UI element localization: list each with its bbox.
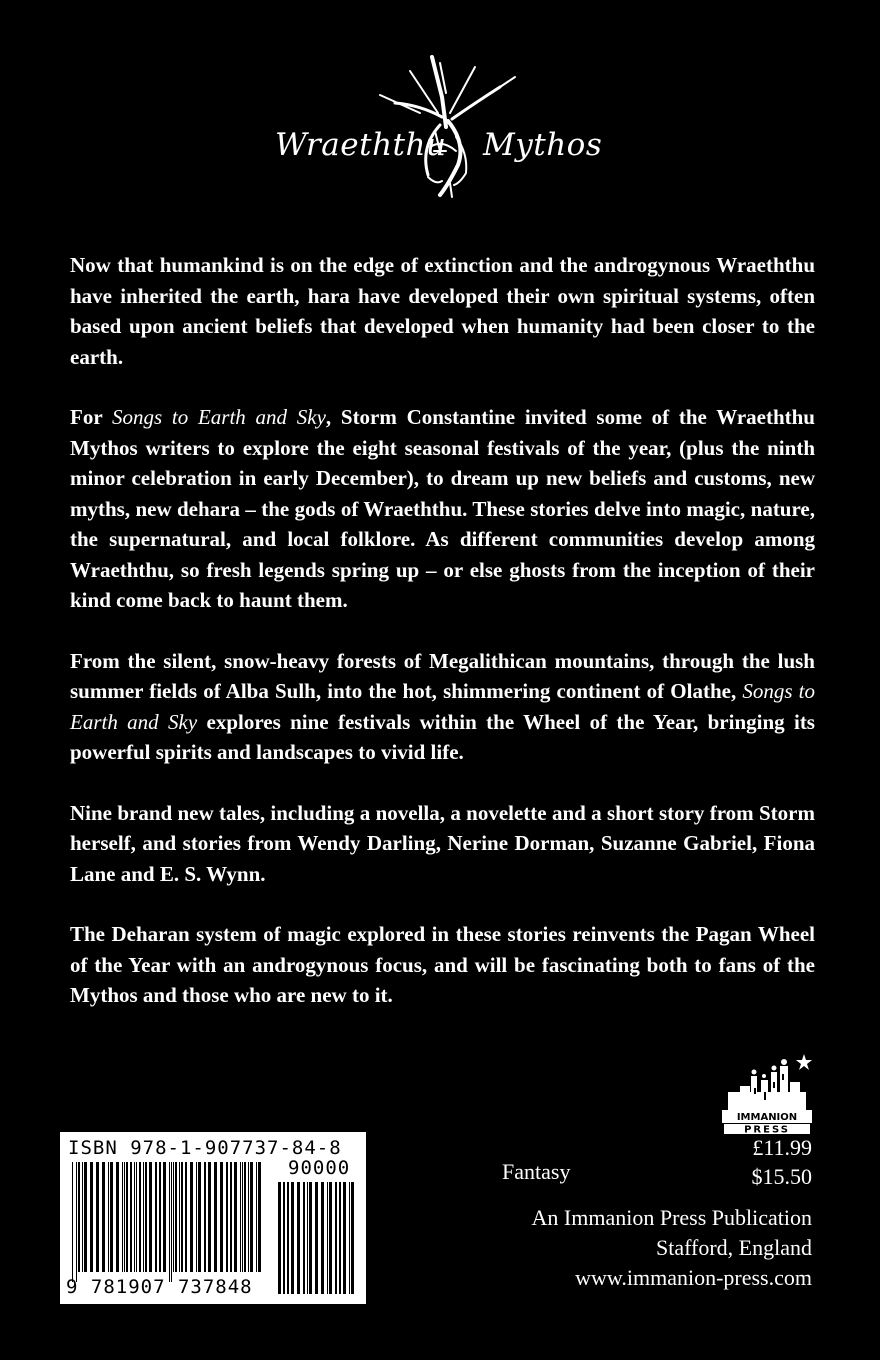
barcode-bar: [220, 1162, 223, 1272]
barcode-bar: [244, 1162, 246, 1272]
immanion-press-logo: [718, 1052, 816, 1136]
blurb-p3-rest: explores nine festivals within the Wheel of the Year, bringing its powerful spirits and landscapes to vivid life.: [70, 709, 815, 764]
publisher-website: www.immanion-press.com: [575, 1265, 812, 1290]
barcode-bar: [102, 1162, 105, 1272]
barcode-bar: [181, 1162, 183, 1272]
barcode-bar: [329, 1182, 332, 1294]
publisher-location: Stafford, England: [655, 1235, 812, 1260]
barcode-bar: [339, 1182, 341, 1294]
barcode-bar: [149, 1162, 152, 1272]
series-logo: [270, 55, 603, 205]
blurb-paragraph-2: [70, 402, 815, 616]
barcode-bar: [173, 1162, 174, 1272]
barcode-bar: [190, 1162, 193, 1272]
barcode-bar: [179, 1162, 180, 1272]
barcode-bar: [76, 1162, 77, 1282]
barcode-bar: [214, 1162, 217, 1272]
barcode-bar: [208, 1162, 211, 1272]
barcode-bar: [163, 1162, 166, 1272]
barcode-bar: [291, 1182, 294, 1294]
barcode-bar: [116, 1162, 119, 1272]
barcode-bar: [287, 1182, 289, 1294]
blurb-p3-lead: From the silent, snow-heavy forests of Megalithican mountains, through the lush summer fields of Alba Sulh, into the hot, shimmering continent of Olathe,: [70, 648, 815, 703]
barcode-bar: [351, 1182, 354, 1294]
price-addon-code: 90000: [288, 1157, 351, 1179]
barcode-bar: [258, 1162, 261, 1272]
barcode-bar: [155, 1162, 157, 1272]
barcode-bar: [307, 1182, 308, 1294]
blurb-p2-lead: For: [70, 405, 112, 429]
barcode-bar: [139, 1162, 141, 1272]
barcode-bar: [110, 1162, 113, 1272]
price-gbp: £11.99: [752, 1135, 812, 1160]
publication-line: An Immanion Press Publication: [531, 1205, 812, 1230]
barcode-bar: [169, 1162, 170, 1282]
blurb-paragraph-5: The Deharan system of magic explored in these stories reinvents the Pagan Wheel of the Year with an androgynous focus, and will be fascinating both to fans of the Mythos and those who are new to it.: [70, 922, 815, 1007]
barcode-bar: [175, 1162, 177, 1272]
book-title-italic: Songs to Earth and Sky: [70, 679, 815, 734]
barcode-bar: [309, 1182, 312, 1294]
barcode-bar: [78, 1162, 80, 1272]
ean-number: 9 781907 737848: [66, 1276, 253, 1298]
barcode-bar: [349, 1182, 350, 1294]
isbn-barcode: [60, 1132, 366, 1304]
barcode-bar: [315, 1182, 318, 1294]
barcode-bar: [130, 1162, 132, 1272]
logo-word-left: Wraeththu: [275, 127, 447, 163]
barcode-bar: [124, 1162, 125, 1272]
barcode-bar: [196, 1162, 197, 1272]
logo-label-bottom: PRESS: [744, 1124, 790, 1136]
barcode-bar: [72, 1162, 73, 1282]
isbn-text: ISBN 978-1-907737-84-8: [68, 1137, 342, 1159]
barcode-bar: [96, 1162, 99, 1272]
barcode-bar: [136, 1162, 137, 1272]
price-usd: $15.50: [751, 1164, 812, 1189]
barcode-bar: [90, 1162, 93, 1272]
barcode-bar: [126, 1162, 128, 1272]
barcode-bar: [278, 1182, 281, 1294]
barcode-bar: [159, 1162, 161, 1272]
barcode-bar: [343, 1182, 346, 1294]
barcode-bar: [327, 1182, 328, 1294]
barcode-bar: [335, 1182, 337, 1294]
barcode-bar: [122, 1162, 123, 1272]
barcode-bar: [108, 1162, 109, 1272]
barcode-bar: [230, 1162, 232, 1272]
book-title-italic: Songs to Earth and Sky: [112, 405, 326, 429]
barcode-bar: [240, 1162, 241, 1272]
barcode-bar: [283, 1182, 285, 1294]
blurb-paragraph-1: Now that humankind is on the edge of extinction and the androgynous Wraeththu have inherited the earth, hara have developed their own spiritual systems, often based upon ancient beliefs that developed when humanity had been closer to the earth.: [70, 253, 815, 369]
back-cover-blurb: [70, 250, 815, 1041]
barcode-bar: [143, 1162, 144, 1272]
barcode-bar: [134, 1162, 135, 1272]
barcode-bar: [84, 1162, 87, 1272]
barcode-bar: [185, 1162, 187, 1272]
logo-label-top: IMMANION: [736, 1112, 798, 1123]
barcode-bar: [226, 1162, 228, 1272]
blurb-paragraph-4: Nine brand new tales, including a novella, a novelette and a short story from Storm herself, and stories from Wendy Darling, Nerine Dorman, Suzanne Gabriel, Fiona Lane and E. S. Wynn.: [70, 800, 815, 886]
barcode-bar: [303, 1182, 305, 1294]
barcode-bar: [82, 1162, 83, 1272]
barcode-bar: [250, 1162, 253, 1272]
barcode-bar: [256, 1162, 257, 1272]
barcode-bar: [297, 1182, 300, 1294]
barcode-bar: [242, 1162, 243, 1272]
blurb-paragraph-3: [70, 646, 815, 768]
genre-label: Fantasy: [502, 1159, 571, 1184]
barcode-bar: [321, 1182, 324, 1294]
castle-icon: [718, 1052, 816, 1136]
barcode-bar: [248, 1162, 249, 1272]
blurb-p2-rest: , Storm Constantine invited some of the Wraeththu Mythos writers to explore the eight seasonal festivals of the year, (plus the ninth minor celebration in early December), to dream up new beliefs and customs, new myths, new dehara – the gods of Wraeththu. These stories delve into magic, nature, the supernatural, and local folklore. As different communities develop among Wraeththu, so fresh legends spring up – or else ghosts from the inception of their kind come back to haunt them.: [70, 405, 815, 612]
barcode-bar: [145, 1162, 147, 1272]
barcode-bar: [234, 1162, 237, 1272]
barcode-bar: [171, 1162, 172, 1282]
logo-word-right: Mythos: [483, 127, 603, 163]
barcode-bar: [204, 1162, 206, 1272]
barcode-bar: [198, 1162, 201, 1272]
